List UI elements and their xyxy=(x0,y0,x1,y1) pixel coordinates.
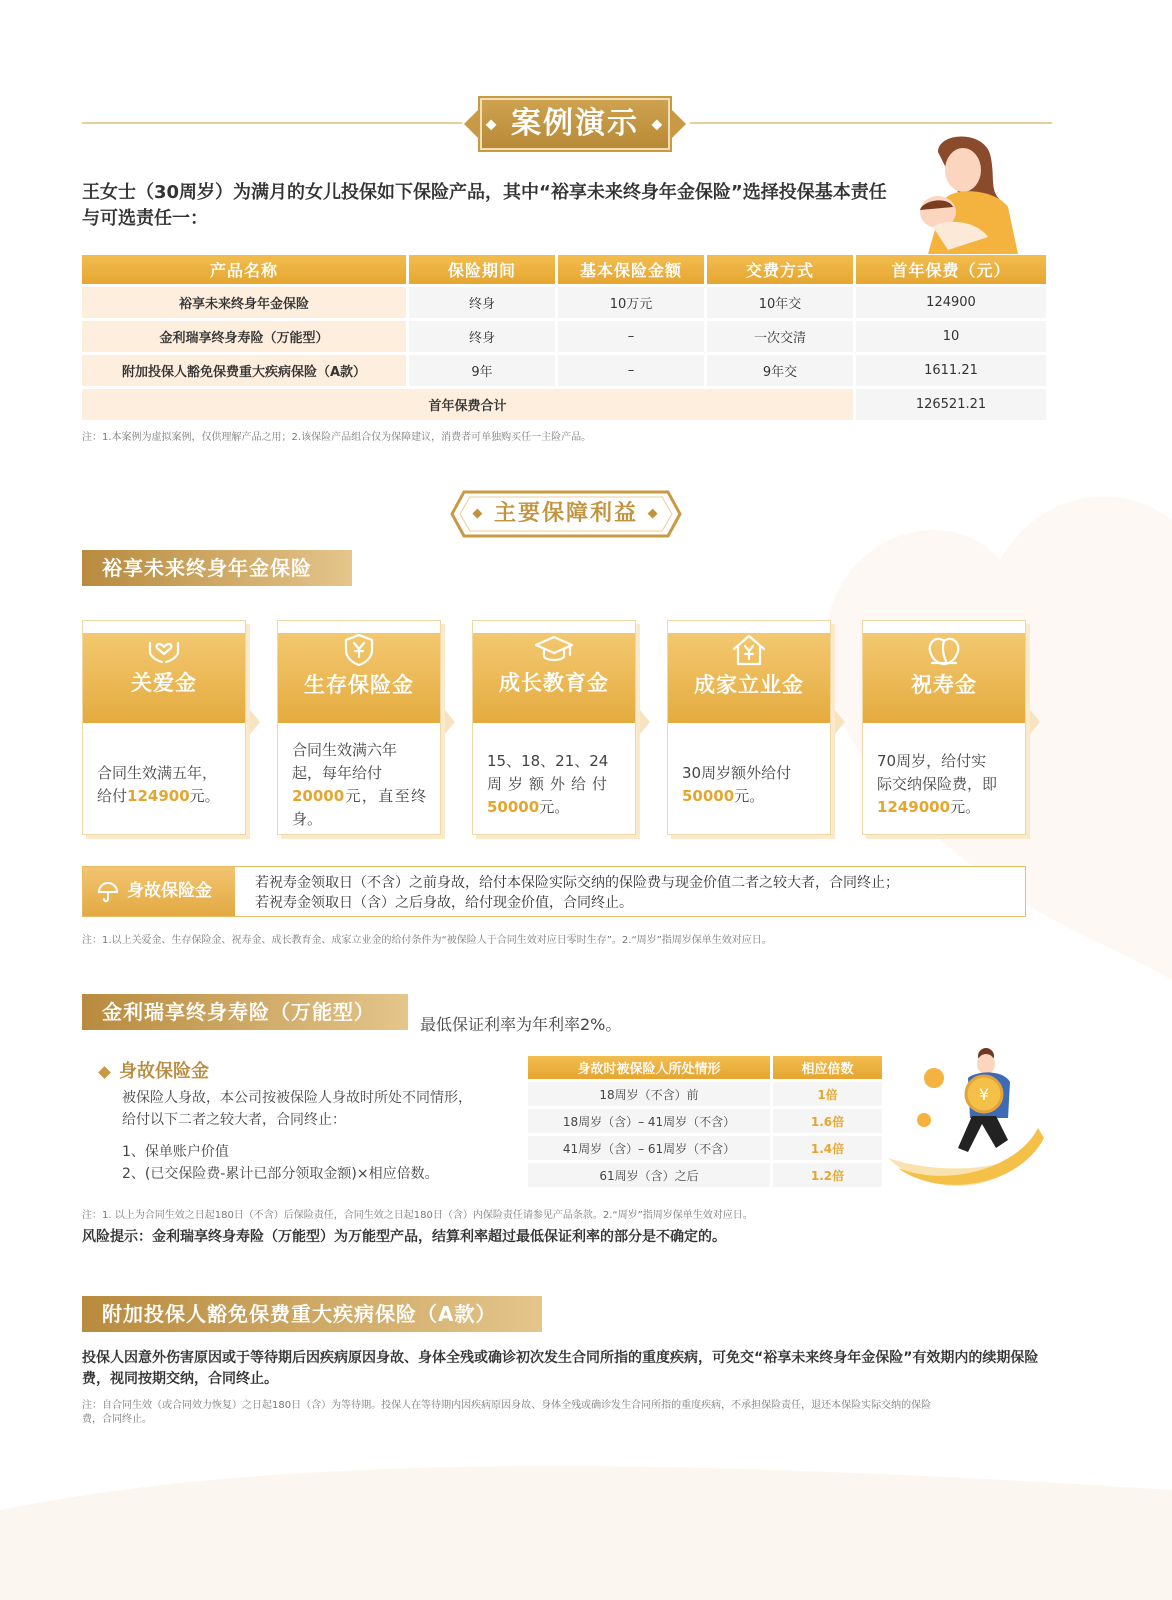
case-intro-text: 王女士（30周岁）为满月的女儿投保如下保险产品，其中“裕享未来终身年金保险”选择投保基本责任与可选责任一： xyxy=(82,182,887,229)
death-benefit-box xyxy=(82,866,1026,917)
card-text: 元。 xyxy=(734,786,765,805)
card-amount: 50000 xyxy=(682,786,735,805)
cell: 终身 xyxy=(409,321,555,352)
benefit-card-care xyxy=(82,620,246,835)
card-text: 周岁额外给付 xyxy=(487,775,614,793)
cell: 1.6倍 xyxy=(773,1109,882,1133)
cell: 18周岁（不含）前 xyxy=(528,1082,770,1106)
benefits-note: 注：1.以上关爱金、生存保险金、祝寿金、成长教育金、成家立业金的给付条件为“被保险人于合同生效对应日零时生存”。2.“周岁”指周岁保单生效对应日。 xyxy=(82,935,772,946)
cell: 10 xyxy=(856,321,1046,352)
cell: 裕享未来终身年金保险 xyxy=(82,287,406,318)
cell: 终身 xyxy=(409,287,555,318)
product2-title: 金利瑞享终身寿险（万能型） xyxy=(82,994,408,1030)
table-row xyxy=(528,1136,882,1160)
card-text: 15、18、21、24 xyxy=(487,752,609,770)
header-multiplier: 相应倍数 xyxy=(773,1056,882,1079)
card-text: 合同生效满五年， xyxy=(97,763,218,782)
card-title: 生存保险金 xyxy=(304,673,414,697)
case-table-header xyxy=(82,255,1046,284)
card-amount: 124900 xyxy=(127,786,190,805)
product2-item: 1、保单账户价值 xyxy=(122,1144,229,1160)
man-coin-illustration xyxy=(888,1048,1044,1194)
hands-heart-icon xyxy=(146,633,182,665)
product2-desc: 给付以下二者之较大者，合同终止： xyxy=(122,1112,346,1128)
table-row xyxy=(82,321,1046,352)
death-benefit-line: 若祝寿金领取日（含）之后身故，给付现金价值，合同终止。 xyxy=(255,895,633,911)
benefit-card-longevity xyxy=(862,620,1026,835)
product2-item: 2、(已交保险费-累计已部分领取金额)×相应倍数。 xyxy=(122,1166,439,1182)
cell: 9年 xyxy=(409,355,555,386)
header-situation: 身故时被保险人所处情形 xyxy=(528,1056,770,1079)
card-title: 祝寿金 xyxy=(911,673,977,697)
card-text: 元，直至终身。 xyxy=(292,786,426,828)
benefits-section-banner: ◆ 主要保障利益 ◆ xyxy=(450,490,682,538)
product2-desc: 被保险人身故，本公司按被保险人身故时所处不同情形， xyxy=(122,1090,472,1106)
card-amount: 20000 xyxy=(292,786,345,805)
cell: 金利瑞享终身寿险（万能型） xyxy=(82,321,406,352)
product3-note: 注：自合同生效（或合同效力恢复）之日起180日（含）为等待期。投保人在等待期内因疾病原因身故、身体全残或确诊发生合同所指的重度疾病，不承担保险责任，退还本保险实际交纳的保险 xyxy=(82,1400,932,1411)
product2-note: 注：1. 以上为合同生效之日起180日（不含）后保险责任，合同生效之日起180日（含）内保险责任请参见产品条款。2.“周岁”指周岁保单生效对应日。 xyxy=(82,1210,753,1221)
death-benefit-line: 若祝寿金领取日（不含）之前身故，给付本保险实际交纳的保险费与现金价值二者之较大者，合同终止； xyxy=(255,875,899,891)
cell: 9年交 xyxy=(707,355,853,386)
card-text: 70周岁，给付实 xyxy=(877,752,987,770)
card-amount: 50000 xyxy=(487,798,540,816)
subtitle-text: 身故保险金 xyxy=(119,1061,209,1082)
product1-title: 裕享未来终身年金保险 xyxy=(82,550,352,586)
graduation-cap-icon xyxy=(534,633,574,665)
card-title: 关爱金 xyxy=(131,671,197,695)
card-text: 元。 xyxy=(189,786,220,805)
banner-line-left xyxy=(82,122,462,124)
card-text: 30周岁额外给付 xyxy=(682,763,792,782)
card-text: 起，每年给付 xyxy=(292,763,383,782)
table-row xyxy=(528,1109,882,1133)
card-arrow xyxy=(250,710,260,734)
house-yuan-icon xyxy=(731,633,767,667)
banner-line-right xyxy=(690,122,1052,124)
table-row xyxy=(82,287,1046,318)
cell: – xyxy=(558,355,704,386)
background-wave-decoration xyxy=(0,1450,1172,1600)
cell: 41周岁（含）– 61周岁（不含） xyxy=(528,1136,770,1160)
table-row xyxy=(528,1163,882,1187)
benefit-card-education xyxy=(472,620,636,835)
cell: 18周岁（含）– 41周岁（不含） xyxy=(528,1109,770,1133)
header-base-amount: 基本保险金额 xyxy=(558,255,704,284)
death-benefit-label: 身故保险金 xyxy=(127,881,212,901)
death-benefit-tag xyxy=(83,867,235,916)
card-text: 际交纳保险费，即 xyxy=(877,775,998,793)
total-label: 首年保费合计 xyxy=(82,389,853,420)
table-row xyxy=(528,1082,882,1106)
card-text: 合同生效满六年 xyxy=(292,740,398,759)
cell: 一次交清 xyxy=(707,321,853,352)
risk-warning: 风险提示：金利瑞享终身寿险（万能型）为万能型产品，结算利率超过最低保证利率的部分是不确定的。 xyxy=(82,1229,726,1245)
case-section-title: 案例演示 xyxy=(511,106,639,141)
cell: 1.4倍 xyxy=(773,1136,882,1160)
card-amount: 1249000 xyxy=(877,798,951,816)
case-section-banner: ◆ 案例演示 ◆ xyxy=(472,98,678,150)
cell: 附加投保人豁免保费重大疾病保险（A款） xyxy=(82,355,406,386)
product3-desc: 投保人因意外伤害原因或于等待期后因疾病原因身故、身体全残或确诊初次发生合同所指的重度疾病，可免交“裕享未来终身年金保险”有效期内的续期保险费，视同按期交纳，合同终止。 xyxy=(82,1350,1039,1387)
total-value: 126521.21 xyxy=(856,389,1046,420)
case-table xyxy=(79,252,1049,423)
table-row xyxy=(82,355,1046,386)
svg-text:¥: ¥ xyxy=(978,1085,990,1104)
shield-yuan-icon xyxy=(343,633,375,667)
benefit-card-survival xyxy=(277,620,441,835)
cell: 1.2倍 xyxy=(773,1163,882,1187)
product3-note: 费，合同终止。 xyxy=(82,1414,152,1425)
header-product-name: 产品名称 xyxy=(82,255,406,284)
mother-baby-illustration xyxy=(908,132,1023,254)
card-arrow xyxy=(445,710,455,734)
cell: 1倍 xyxy=(773,1082,882,1106)
header-payment-method: 交费方式 xyxy=(707,255,853,284)
header-period: 保险期间 xyxy=(409,255,555,284)
cell: – xyxy=(558,321,704,352)
case-note: 注：1.本案例为虚拟案例，仅供理解产品之用；2.该保险产品组合仅为保障建议，消费者可单独购买任一主险产品。 xyxy=(82,432,592,443)
card-arrow xyxy=(640,710,650,734)
multiplier-table xyxy=(525,1053,885,1190)
cell: 10年交 xyxy=(707,287,853,318)
card-title: 成长教育金 xyxy=(499,671,609,695)
card-text: 元。 xyxy=(539,798,570,816)
table-total-row xyxy=(82,389,1046,420)
card-arrow xyxy=(835,710,845,734)
cell: 10万元 xyxy=(558,287,704,318)
cell: 61周岁（含）之后 xyxy=(528,1163,770,1187)
benefits-section-title: 主要保障利益 xyxy=(493,501,638,526)
card-title: 成家立业金 xyxy=(694,673,804,697)
product3-title: 附加投保人豁免保费重大疾病保险（A款） xyxy=(82,1296,542,1332)
umbrella-icon xyxy=(97,881,119,903)
header-first-year-premium: 首年保费（元） xyxy=(856,255,1046,284)
card-text: 给付 xyxy=(97,786,128,805)
cell: 124900 xyxy=(856,287,1046,318)
cell: 1611.21 xyxy=(856,355,1046,386)
product2-subtitle xyxy=(100,1057,209,1083)
card-arrow xyxy=(1030,710,1040,734)
benefit-card-family xyxy=(667,620,831,835)
peach-icon xyxy=(926,633,962,667)
min-rate-text: 最低保证利率为年利率2%。 xyxy=(420,1015,622,1034)
card-text: 元。 xyxy=(950,798,981,816)
